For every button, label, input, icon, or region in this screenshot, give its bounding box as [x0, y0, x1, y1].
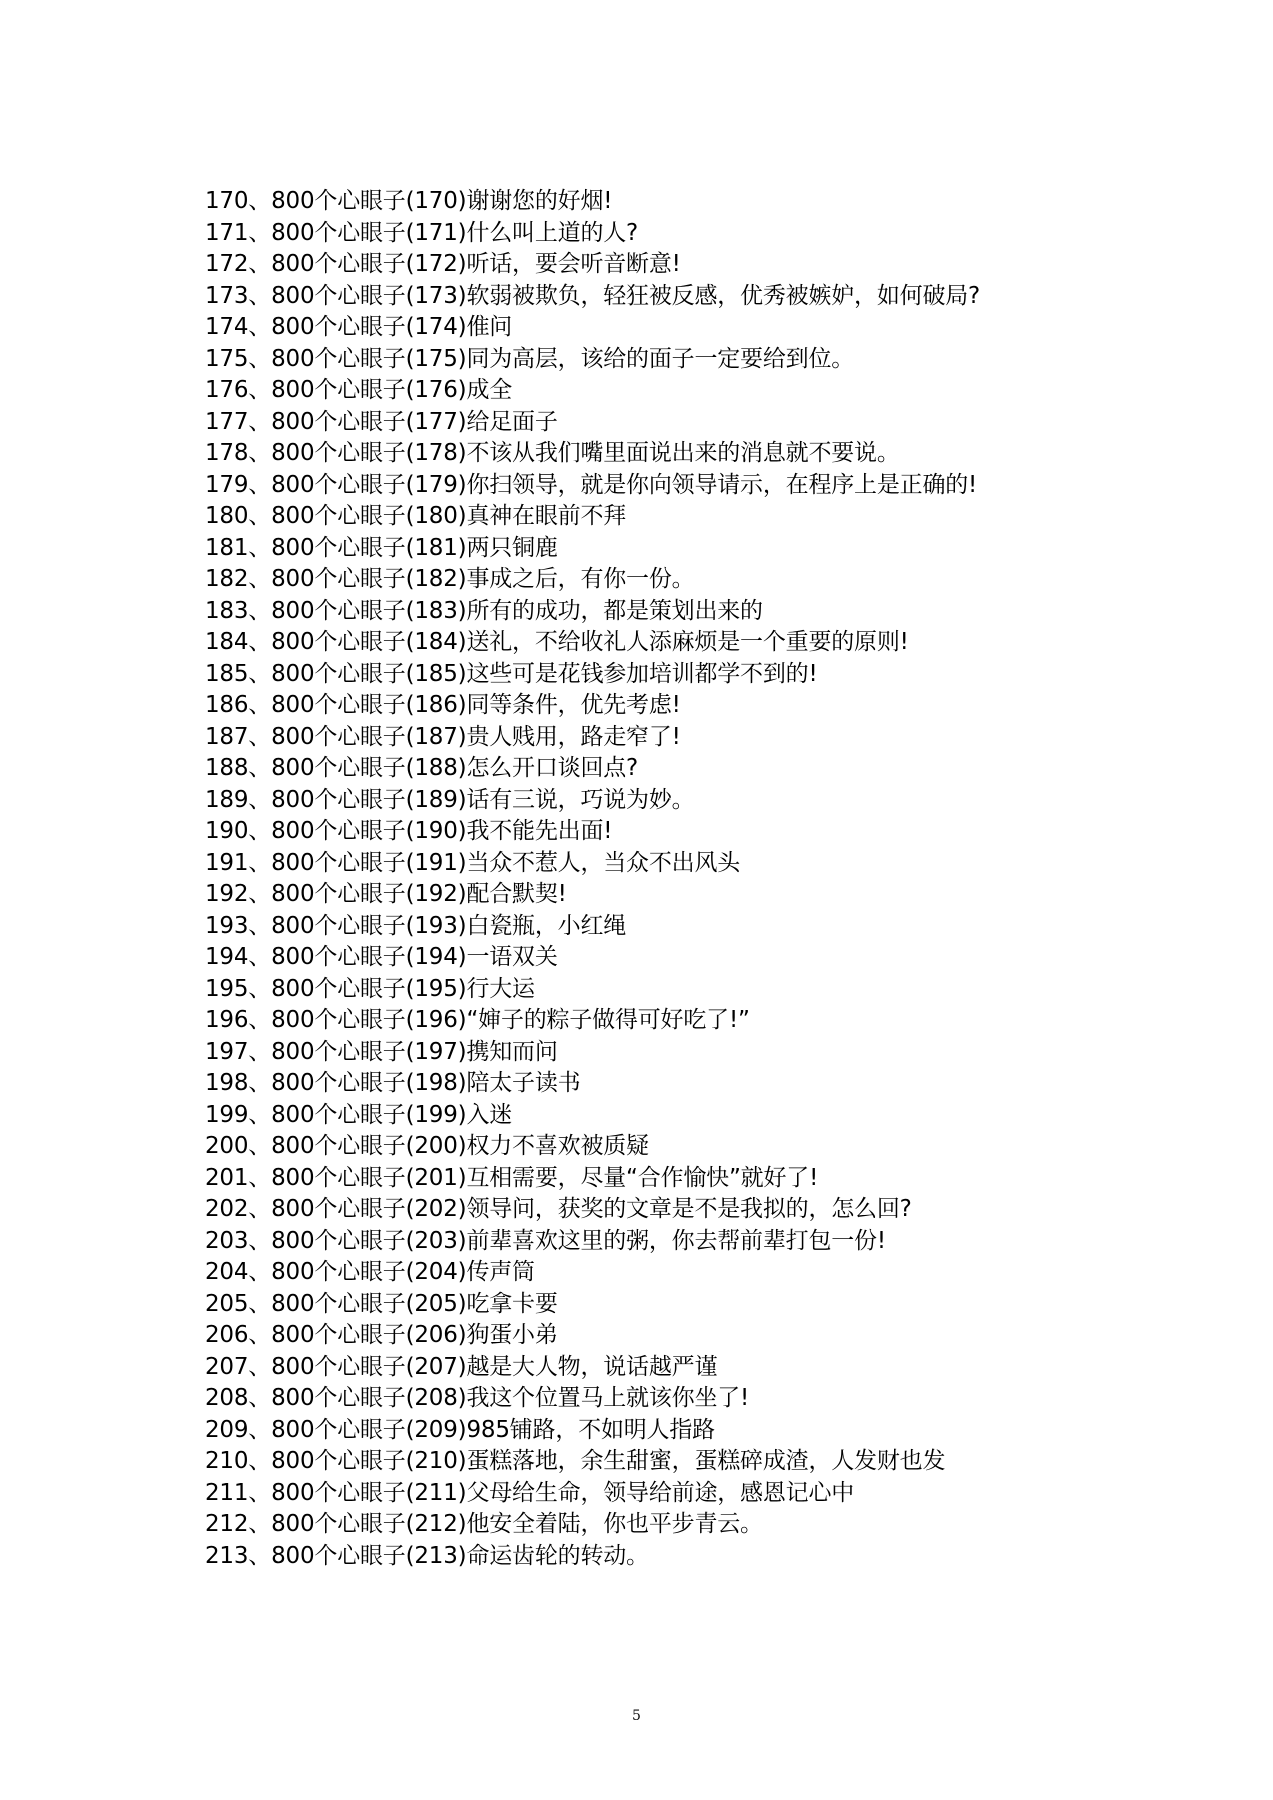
list-item: 171、800个心眼子(171)什么叫上道的人?	[205, 219, 639, 246]
list-item: 193、800个心眼子(193)白瓷瓶，小红绳	[205, 912, 627, 939]
list-item: 196、800个心眼子(196)“婶子的粽子做得可好吃了!”	[205, 1007, 750, 1033]
list-item: 178、800个心眼子(178)不该从我们嘴里面说出来的消息就不要说。	[205, 440, 900, 466]
list-item: 172、800个心眼子(172)听话，要会听音断意!	[205, 251, 681, 277]
list-item: 182、800个心眼子(182)事成之后，有你一份。	[205, 566, 695, 592]
list-item: 177、800个心眼子(177)给足面子	[205, 408, 558, 435]
list-item: 183、800个心眼子(183)所有的成功，都是策划出来的	[205, 597, 763, 624]
list-item: 176、800个心眼子(176)成全	[205, 377, 513, 403]
list-item: 179、800个心眼子(179)你扫领导，就是你向领导请示，在程序上是正确的!	[205, 471, 978, 498]
list-item: 191、800个心眼子(191)当众不惹人，当众不出风头	[205, 849, 741, 876]
list-item: 203、800个心眼子(203)前辈喜欢这里的粥，你去帮前辈打包一份!	[205, 1227, 886, 1254]
list-item: 174、800个心眼子(174)倠问	[205, 314, 513, 340]
list-item: 186、800个心眼子(186)同等条件，优先考虑!	[205, 692, 681, 718]
list-item: 210、800个心眼子(210)蛋糕落地，余生甜蜜，蛋糕碎成渣，人发财也发	[205, 1448, 946, 1474]
list-item: 212、800个心眼子(212)他安全着陆，你也平步青云。	[205, 1511, 763, 1537]
list-item: 190、800个心眼子(190)我不能先出面!	[205, 818, 613, 844]
list-item: 200、800个心眼子(200)权力不喜欢被质疑	[205, 1133, 649, 1159]
list-item: 201、800个心眼子(201)互相需要，尽量“合作愉快”就好了!	[205, 1164, 819, 1191]
list-item: 205、800个心眼子(205)吃拿卡要	[205, 1290, 558, 1317]
list-item: 198、800个心眼子(198)陪太子读书	[205, 1070, 581, 1096]
list-item: 192、800个心眼子(192)配合默契!	[205, 881, 567, 907]
list-item: 185、800个心眼子(185)这些可是花钱参加培训都学不到的!	[205, 660, 818, 687]
page-number: 5	[632, 1708, 641, 1724]
entry-list	[205, 186, 1215, 1572]
list-item: 206、800个心眼子(206)狗蛋小弟	[205, 1322, 558, 1348]
list-item: 170、800个心眼子(170)谢谢您的好烟!	[205, 188, 613, 214]
list-item: 181、800个心眼子(181)两只铜鹿	[205, 534, 558, 561]
list-item: 180、800个心眼子(180)真神在眼前不拜	[205, 503, 627, 529]
list-item: 213、800个心眼子(213)命运齿轮的转动。	[205, 1542, 649, 1569]
list-item: 187、800个心眼子(187)贵人贱用，路走窄了!	[205, 723, 681, 750]
list-item: 197、800个心眼子(197)携知而问	[205, 1038, 558, 1065]
list-item: 204、800个心眼子(204)传声筒	[205, 1259, 535, 1285]
list-item: 209、800个心眼子(209)985铺路，不如明人指路	[205, 1416, 715, 1443]
list-item: 199、800个心眼子(199)入迷	[205, 1101, 513, 1128]
list-item: 189、800个心眼子(189)话有三说，巧说为妙。	[205, 786, 695, 813]
list-item: 208、800个心眼子(208)我这个位置马上就该你坐了!	[205, 1385, 750, 1411]
list-item: 202、800个心眼子(202)领导问，获奖的文章是不是我拟的，怎么回?	[205, 1196, 912, 1222]
list-item: 211、800个心眼子(211)父母给生命，领导给前途，感恩记心中	[205, 1479, 855, 1506]
list-item: 195、800个心眼子(195)行大运	[205, 975, 535, 1002]
list-item: 175、800个心眼子(175)同为高层，该给的面子一定要给到位。	[205, 345, 855, 372]
list-item: 188、800个心眼子(188)怎么开口谈回点?	[205, 755, 639, 781]
list-item: 184、800个心眼子(184)送礼，不给收礼人添麻烦是一个重要的原则!	[205, 629, 909, 655]
list-item: 194、800个心眼子(194)一语双关	[205, 944, 558, 970]
list-item: 207、800个心眼子(207)越是大人物，说话越严谨	[205, 1353, 718, 1380]
list-item: 173、800个心眼子(173)软弱被欺负，轻狂被反感，优秀被嫉妒，如何破局?	[205, 282, 981, 309]
